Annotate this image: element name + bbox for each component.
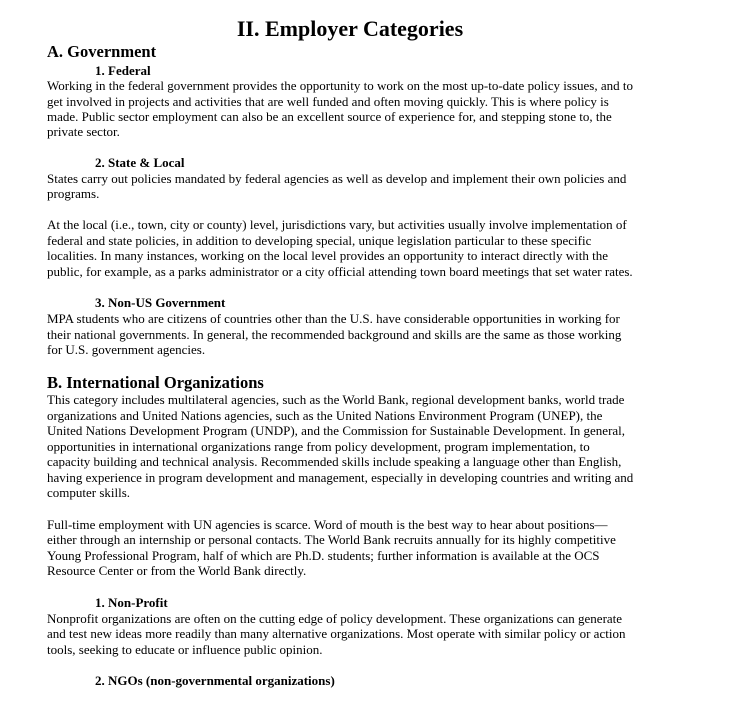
subsection-heading-non-profit: 1. Non-Profit	[95, 595, 168, 610]
paragraph-line: capacity building and technical analysis. Recommended skills include speaking a language other than English,	[47, 454, 622, 469]
paragraph-line: either through an internship or personal contacts. The World Bank recruits annually for its highly competitive	[47, 532, 616, 547]
paragraph-line: Full-time employment with UN agencies is scarce. Word of mouth is the best way to hear about positions—	[47, 517, 608, 532]
paragraph-line: programs.	[47, 186, 100, 201]
paragraph-line: federal and state policies, in addition to developing special, unique legislation particular to these specific	[47, 233, 592, 248]
paragraph-line: MPA students who are citizens of countries other than the U.S. have considerable opportunities in working for	[47, 311, 620, 326]
paragraph-line: organizations and United Nations agencies, such as the United Nations Environment Program (UNEP), the	[47, 408, 603, 423]
paragraph-line: Resource Center or from the World Bank directly.	[47, 563, 307, 578]
paragraph-line: their national governments. In general, the recommended background and skills are the same as those working	[47, 327, 622, 342]
subsection-heading-non-us-government: 3. Non-US Government	[95, 295, 226, 310]
paragraph-line: Working in the federal government provides the opportunity to work on the most up-to-date policy issues, and to	[47, 78, 634, 93]
paragraph-line: Nonprofit organizations are often on the cutting edge of policy development. These organizations can generate	[47, 611, 623, 626]
paragraph-line: for U.S. government agencies.	[47, 342, 206, 357]
paragraph-line: States carry out policies mandated by federal agencies as well as develop and implement their own policies and	[47, 171, 627, 186]
paragraph-line: made. Public sector employment can also be an excellent source of experience for, and stepping stone to, the	[47, 109, 612, 124]
paragraph-line: computer skills.	[47, 485, 131, 500]
subsection-heading-federal: 1. Federal	[95, 63, 151, 78]
page-title: II. Employer Categories	[236, 16, 464, 41]
paragraph-line: localities. In many instances, working on the local level provides an opportunity to interact directly with the	[47, 248, 609, 263]
section-heading-government: A. Government	[47, 42, 157, 61]
paragraph-line: This category includes multilateral agencies, such as the World Bank, regional development banks, world trade	[47, 392, 625, 407]
paragraph-line: tools, seeking to educate or influence public opinion.	[47, 642, 323, 657]
section-heading-international-organizations: B. International Organizations	[47, 373, 264, 392]
paragraph-line: United Nations Development Program (UNDP), and the Commission for Sustainable Development. In general,	[47, 423, 626, 438]
paragraph-line: get involved in projects and activities that are well funded and often moving quickly. This is where policy is	[47, 94, 609, 109]
paragraph-line: Young Professional Program, half of which are Ph.D. students; further information is available at the OCS	[47, 548, 600, 563]
paragraph-line: private sector.	[47, 124, 120, 139]
paragraph-line: having experience in program development and management, especially in developing countries and writing and	[47, 470, 634, 485]
paragraph-line: At the local (i.e., town, city or county) level, jurisdictions vary, but activities usually involve implementation of	[47, 217, 627, 232]
paragraph-line: opportunities in international organizations range from policy development, program implementation, to	[47, 439, 590, 454]
subsection-heading-ngos: 2. NGOs (non-governmental organizations)	[95, 673, 335, 688]
subsection-heading-state-local: 2. State & Local	[95, 155, 185, 170]
paragraph-line: public, for example, as a parks administrator or a city official attending town board meetings that set water rates.	[47, 264, 633, 279]
paragraph-line: and test new ideas more readily than many alternative organizations. Most operate with similar policy or action	[47, 626, 626, 641]
